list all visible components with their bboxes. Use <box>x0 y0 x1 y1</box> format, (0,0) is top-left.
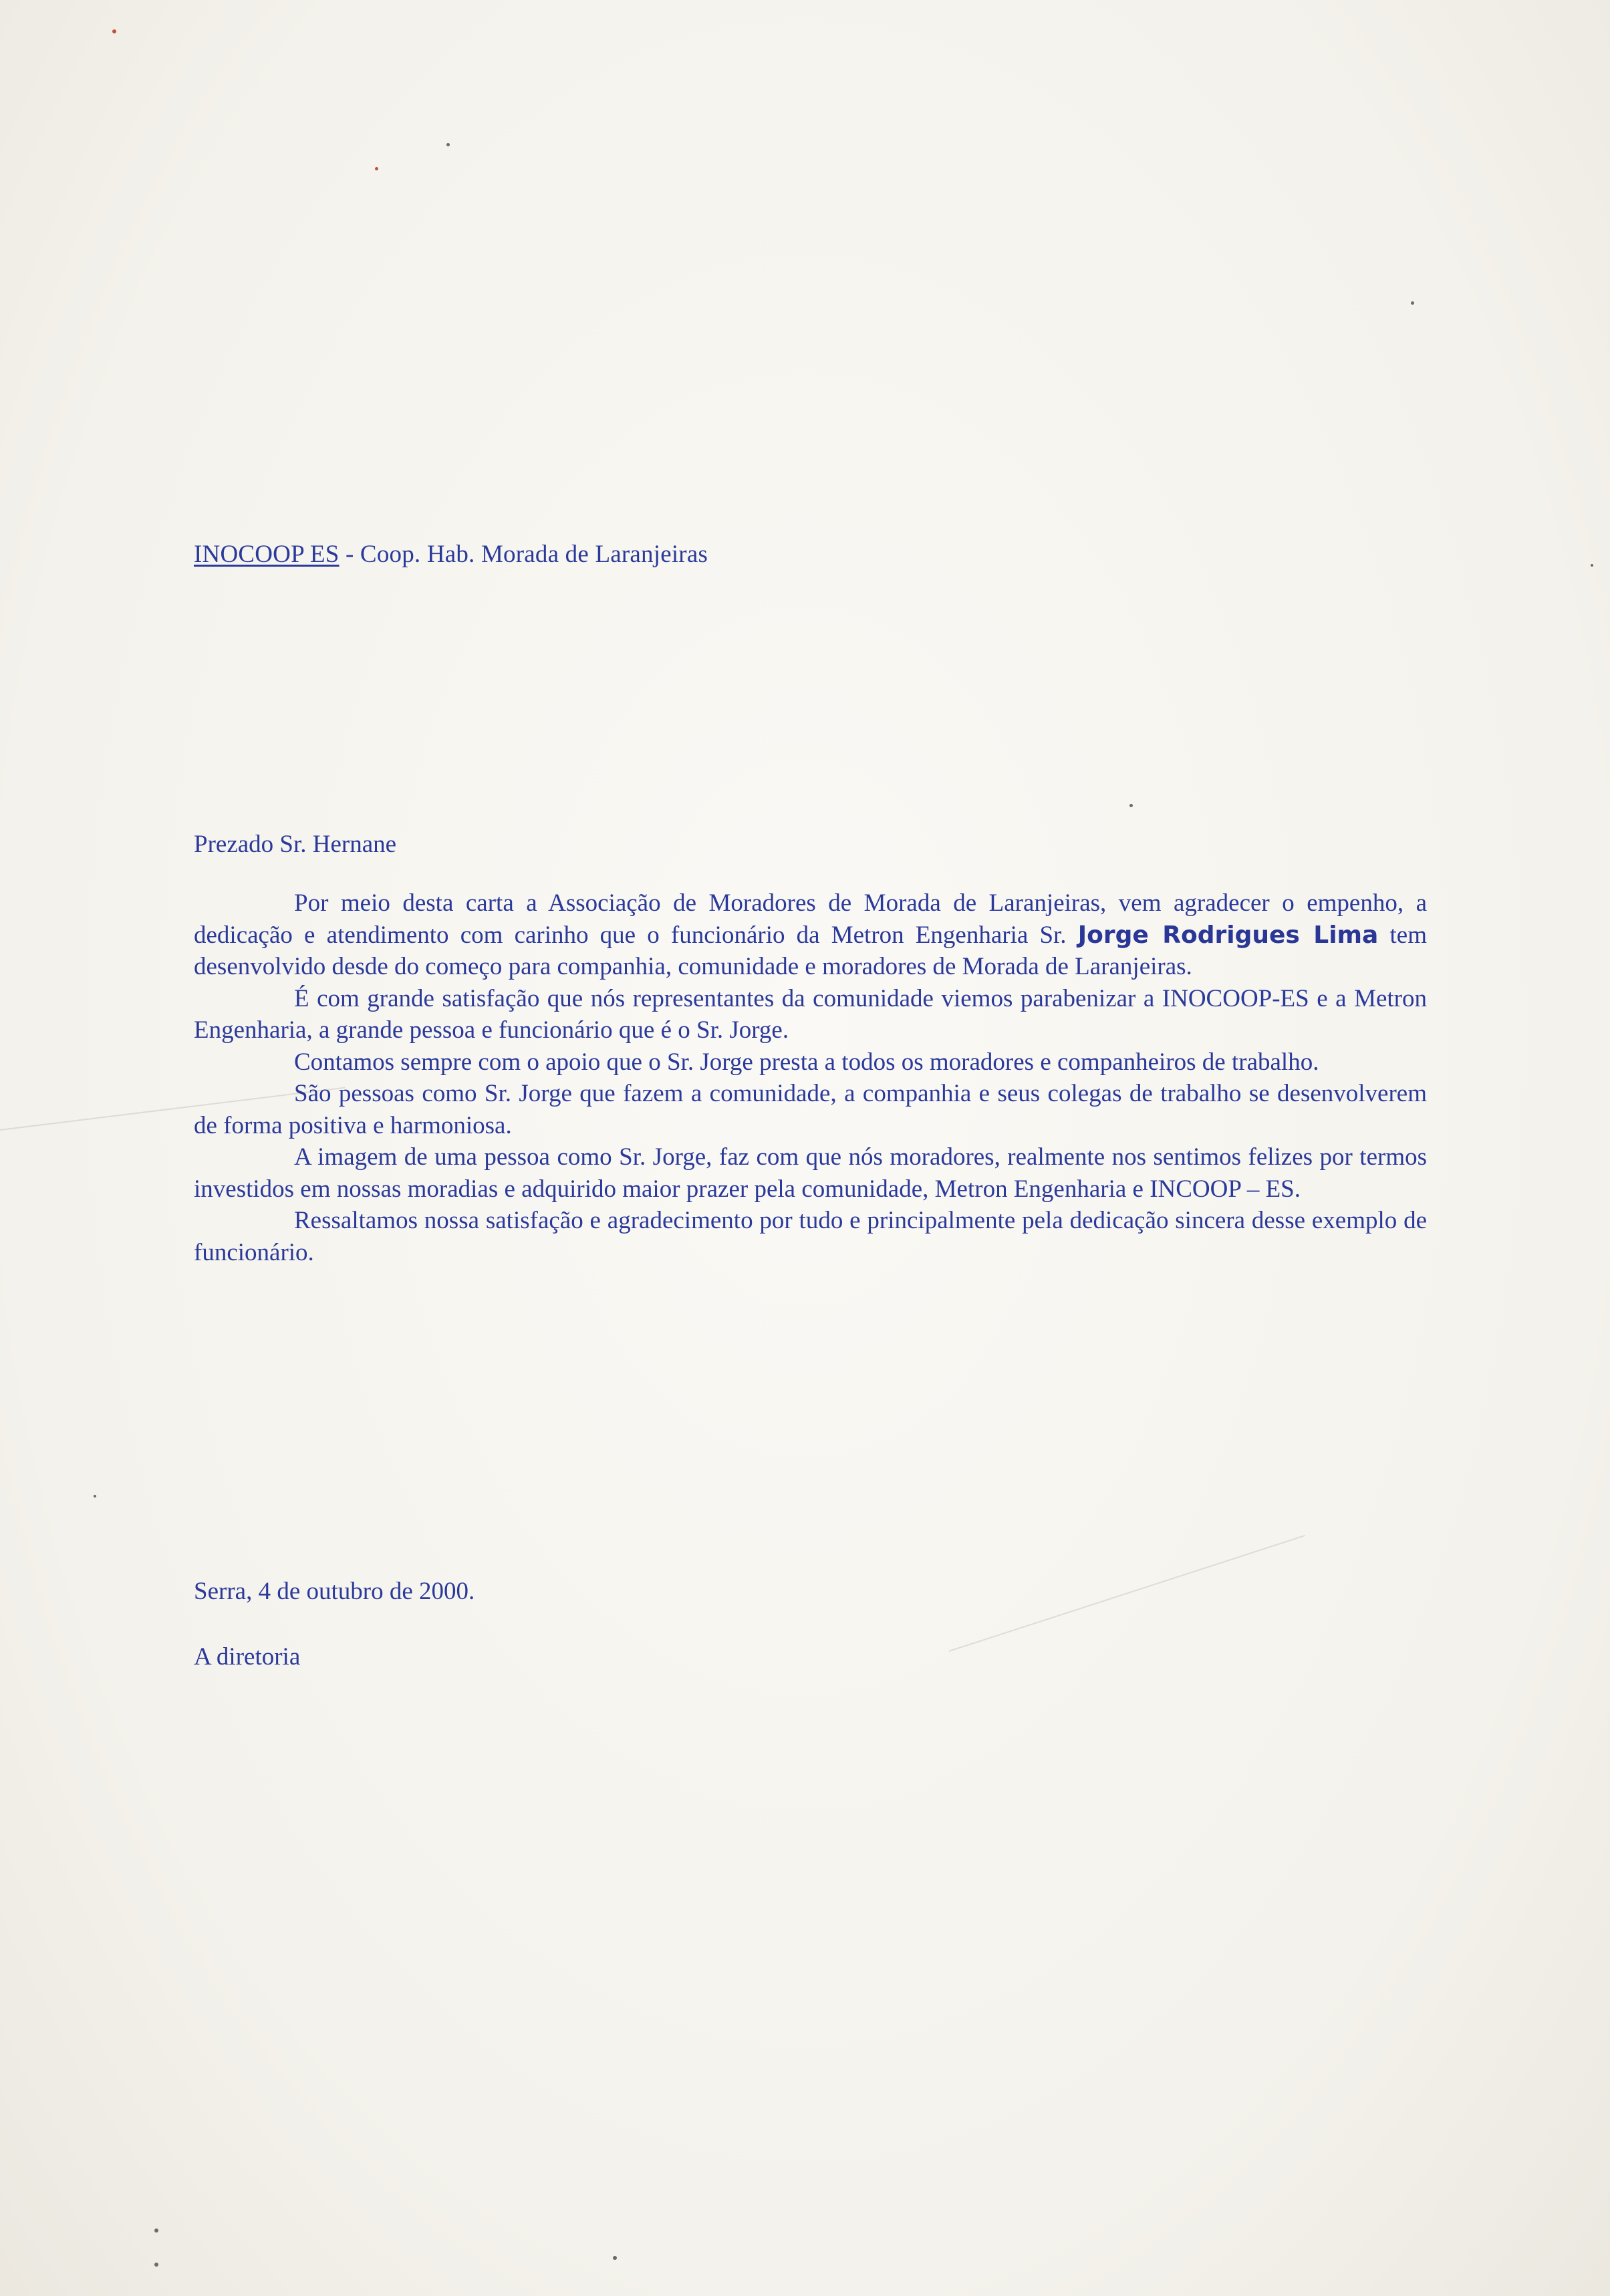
employee-name: Jorge Rodrigues Lima <box>1077 921 1379 949</box>
paper-crease <box>949 1535 1305 1652</box>
paper-speck <box>154 2263 158 2267</box>
paper-speck <box>112 29 116 33</box>
paragraph-6: Ressaltamos nossa satisfação e agradecimento por tudo e principalmente pela dedicação sincera desse exemplo de funcionário. <box>194 1207 1427 1266</box>
signoff: A diretoria <box>194 1643 301 1671</box>
letter-body <box>194 887 1427 1268</box>
paragraph-4: São pessoas como Sr. Jorge que fazem a comunidade, a companhia e seus colegas de trabalho se desenvolverem de forma positiva e harmoniosa. <box>194 1080 1427 1139</box>
letter-date: Serra, 4 de outubro de 2000. <box>194 1578 475 1605</box>
paper-speck <box>613 2256 617 2260</box>
paper-speck <box>154 2229 158 2233</box>
salutation: Prezado Sr. Hernane <box>194 831 397 858</box>
paper-speck <box>1411 301 1414 305</box>
header-rest: - Coop. Hab. Morada de Laranjeiras <box>339 541 708 568</box>
paragraph-1-part-a: Por meio desta carta a Associação de Moradores de Morada de Laranjeiras, vem agradecer o empenho, a dedicação e atendimento com carinho que o funcionário da Metron Engenharia Sr. <box>194 889 1427 949</box>
paper-speck <box>1129 804 1133 807</box>
paper-speck <box>446 143 450 146</box>
paper-speck <box>375 167 378 170</box>
paragraph-1 <box>194 887 1427 983</box>
paper-speck <box>1591 564 1593 567</box>
paragraph-2: É com grande satisfação que nós representantes da comunidade viemos parabenizar a INOCOOP-ES e a Metron Engenharia, a grande pessoa e funcionário que é o Sr. Jorge. <box>194 984 1427 1044</box>
paragraph-3: Contamos sempre com o apoio que o Sr. Jorge presta a todos os moradores e companheiros de trabalho. <box>294 1048 1319 1076</box>
header-org: INOCOOP ES <box>194 541 340 568</box>
letter-header <box>194 540 708 569</box>
paragraph-5: A imagem de uma pessoa como Sr. Jorge, faz com que nós moradores, realmente nos sentimos felizes por termos investidos em nossas moradias e adquirido maior prazer pela comunidade, Metron Engenharia e INCOOP – ES. <box>194 1143 1427 1203</box>
paper-speck <box>94 1495 96 1497</box>
paragraph-1-part-b: tem desenvolvido desde do começo para companhia, comunidade e moradores de Morada de Laranjeiras. <box>194 921 1427 980</box>
